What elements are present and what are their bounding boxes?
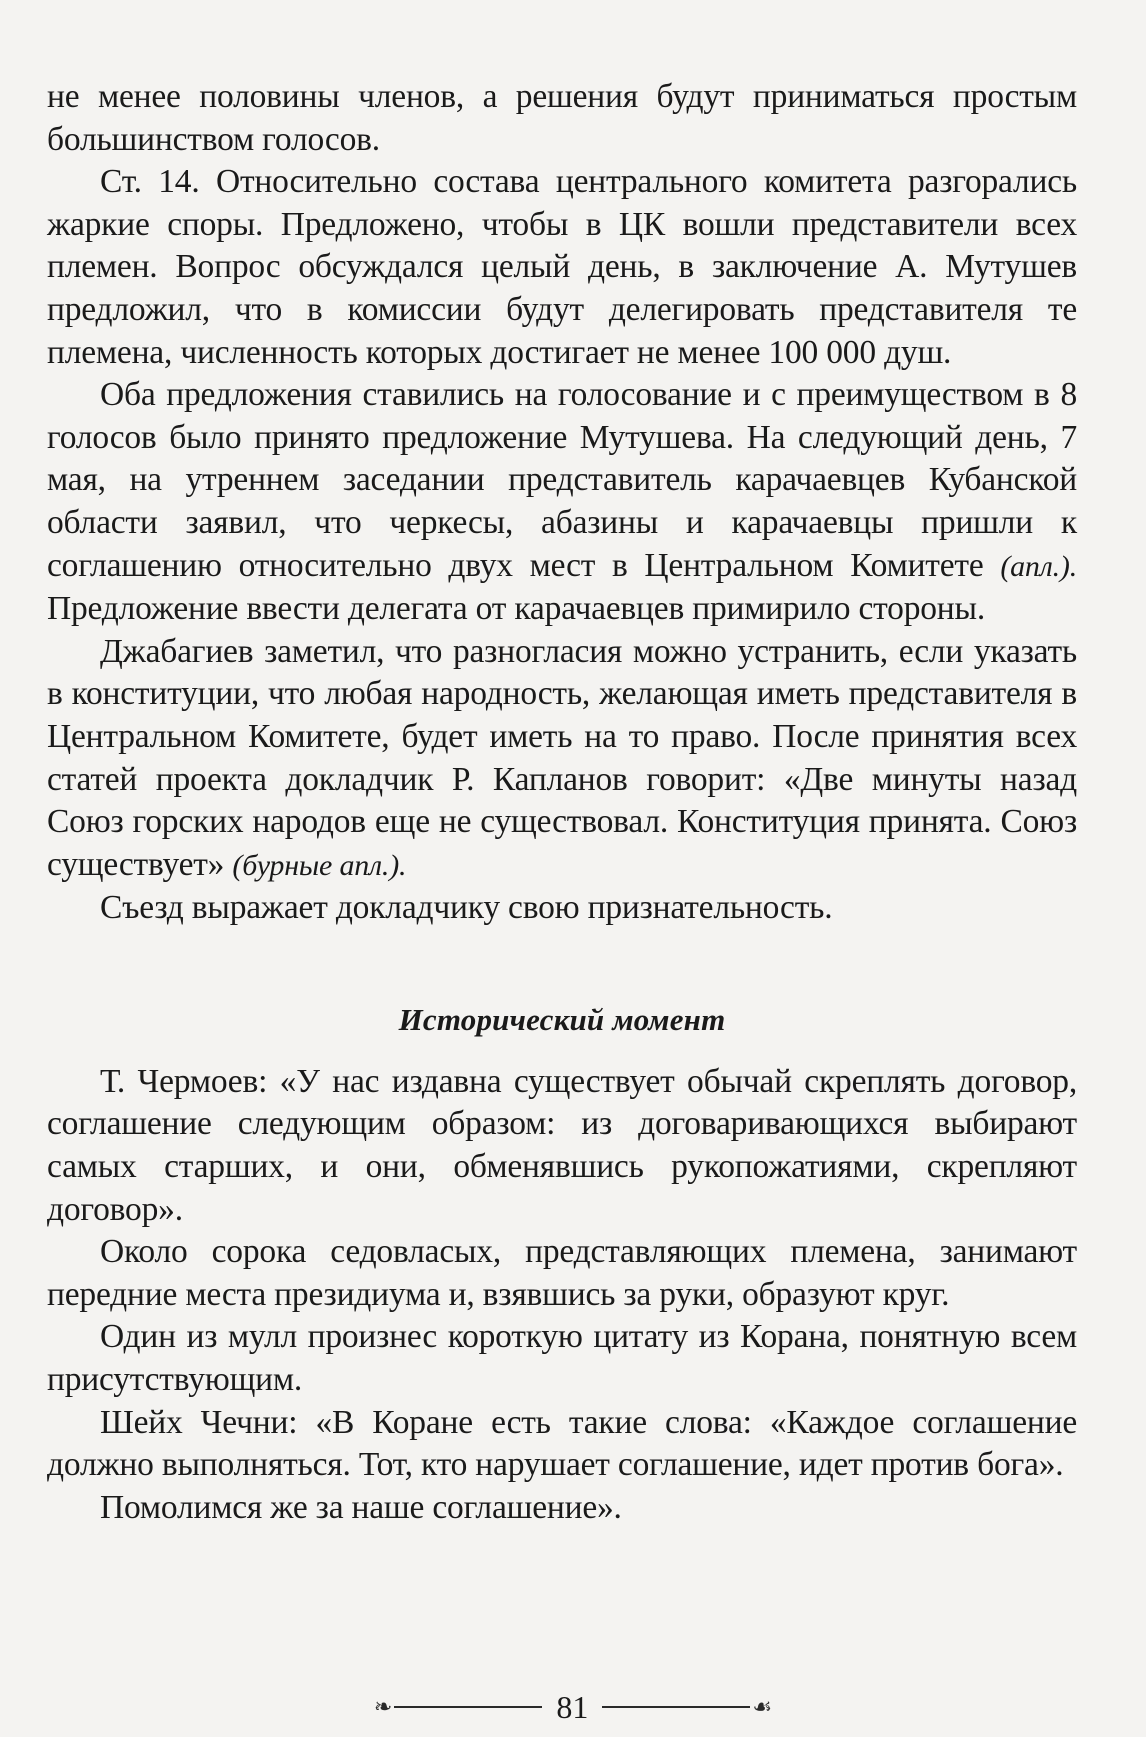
paragraph: Около сорока седовласых, представляющих племена, занимают передние места президиума и, взявшись за руки, образуют круг. bbox=[47, 1233, 1077, 1313]
text-block-top bbox=[47, 76, 1077, 930]
folio-rule-left bbox=[394, 1706, 542, 1708]
paragraph: Т. Чермоев: «У нас издавна существует обычай скреплять договор, соглашение следующим образом: из договаривающихся выбирают самых старших, и они, обменявшись рукопожатиями, скрепляют договор». bbox=[47, 1062, 1077, 1228]
section-heading: Исторический момент bbox=[398, 1001, 726, 1037]
folio-rule-right bbox=[602, 1706, 750, 1708]
applause-note: (апл.). bbox=[1000, 549, 1077, 583]
paragraph-text: Предложение ввести делегата от карачаевцев примирило стороны. bbox=[47, 590, 986, 628]
ornament-left-icon: ❧ bbox=[373, 1694, 393, 1719]
paragraph bbox=[47, 631, 1077, 888]
page-folio bbox=[0, 1687, 1146, 1727]
applause-note: (бурные апл.). bbox=[232, 848, 407, 882]
paragraph-text: Оба предложения ставились на голосование и с преимуществом в 8 голосов было принято предложение Мутушева. На следующий день, 7 мая, на утреннем заседании представитель карачаевцев Кубанской области заявил, что черкесы, абазины и карачаевцы пришли к соглашению относительно двух мест в Центральном Комитете bbox=[47, 376, 1077, 584]
text-block-bottom bbox=[47, 1061, 1077, 1530]
page-number: 81 bbox=[556, 1689, 589, 1725]
paragraph-text: Джабагиев заметил, что разногласия можно устранить, если указать в конституции, что любая народность, желающая иметь представителя в Центральном Комитете, будет иметь на то право. После принятия всех статей проекта докладчик Р. Капланов говорит: «Две минуты назад Союз горских народов еще не существовал. Конституция принята. Союз существует» bbox=[47, 632, 1077, 883]
paragraph bbox=[47, 374, 1077, 631]
paragraph: не менее половины членов, а решения будут приниматься простым большинством голосов. bbox=[47, 78, 1077, 158]
ornament-right-icon: ☙ bbox=[752, 1694, 773, 1719]
paragraph: Ст. 14. Относительно состава центрального комитета разгорались жаркие споры. Предложено, чтобы в ЦК вошли представители всех племен. Вопрос обсуждался целый день, в заключение А. Мутушев предложил, что в комиссии будут делегировать представителя те племена, численность которых достигает не менее 100 000 душ. bbox=[47, 163, 1077, 371]
paragraph: Шейх Чечни: «В Коране есть такие слова: «Каждое соглашение должно выполняться. Тот, кто нарушает соглашение, идет против бога». bbox=[47, 1403, 1077, 1484]
page-body bbox=[47, 76, 1077, 1529]
paragraph: Съезд выражает докладчику свою признательность. bbox=[100, 889, 833, 927]
paragraph: Один из мулл произнес короткую цитату из Корана, понятную всем присутствующим. bbox=[47, 1318, 1077, 1399]
paragraph: Помолимся же за наше соглашение». bbox=[100, 1488, 622, 1526]
